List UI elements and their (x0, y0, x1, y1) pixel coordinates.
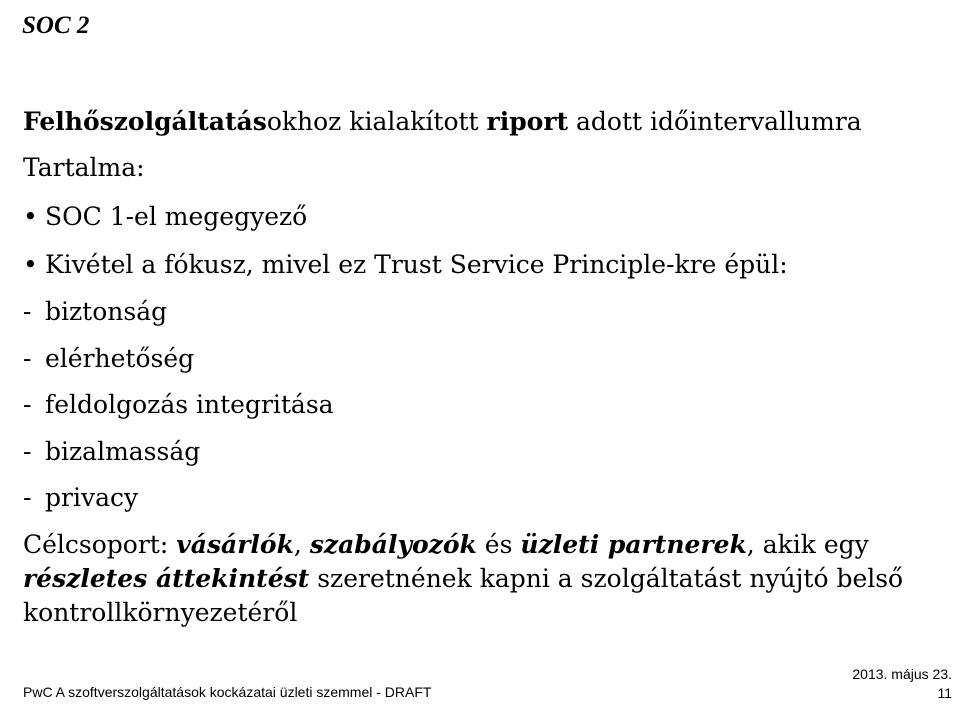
dash-icon: - (23, 437, 32, 466)
heading-part2: okhoz kialakított (266, 107, 487, 136)
target-sep: , (293, 530, 310, 559)
bullet-item (23, 202, 307, 231)
principle-text: feldolgozás integritása (45, 390, 334, 419)
target-partners: üzleti partnerek (520, 530, 747, 559)
target-mid: , akik egy (746, 530, 869, 559)
principle-text: bizalmasság (45, 437, 201, 466)
target-regulators: szabályozók (309, 530, 477, 559)
principle-text: privacy (45, 483, 139, 512)
principle-item (23, 344, 194, 373)
target-label: Célcsoport: (23, 530, 177, 559)
heading-part1: Felhőszolgáltatás (23, 107, 267, 136)
target-audience (23, 528, 948, 630)
principle-item (23, 297, 167, 326)
principle-item (23, 483, 138, 512)
bullet-item (23, 250, 788, 279)
bullet-text: SOC 1-el megegyező (45, 202, 308, 231)
bullet-text: Kivétel a fókusz, mivel ez Trust Service Principle-kre épül: (45, 250, 788, 279)
page-number: 11 (937, 685, 952, 701)
footer-right (852, 665, 952, 703)
footer-date: 2013. május 23. (852, 666, 952, 682)
dash-icon: - (23, 483, 32, 512)
footer-left: PwC A szoftverszolgáltatások kockázatai üzleti szemmel - DRAFT (23, 684, 432, 700)
principle-text: elérhetőség (45, 344, 195, 373)
principle-text: biztonság (45, 297, 168, 326)
target-buyers: vásárlók (176, 530, 294, 559)
contents-label: Tartalma: (23, 153, 145, 182)
dash-icon: - (23, 297, 32, 326)
principle-item (23, 390, 334, 419)
target-overview: részletes áttekintést (23, 564, 310, 593)
dash-icon: - (23, 390, 32, 419)
slide-heading (23, 107, 862, 136)
target-rest: szeretnének kapni a szolgáltatást nyújtó belső kontrollkörnyezetéről (23, 564, 904, 627)
principle-item (23, 437, 200, 466)
dash-icon: - (23, 344, 32, 373)
bullet-icon: • (23, 250, 38, 279)
heading-part4: adott időintervallumra (568, 107, 862, 136)
heading-part3: riport (486, 107, 569, 136)
slide-title: SOC 2 (22, 12, 90, 39)
target-and: és (476, 530, 521, 559)
bullet-icon: • (23, 202, 38, 231)
